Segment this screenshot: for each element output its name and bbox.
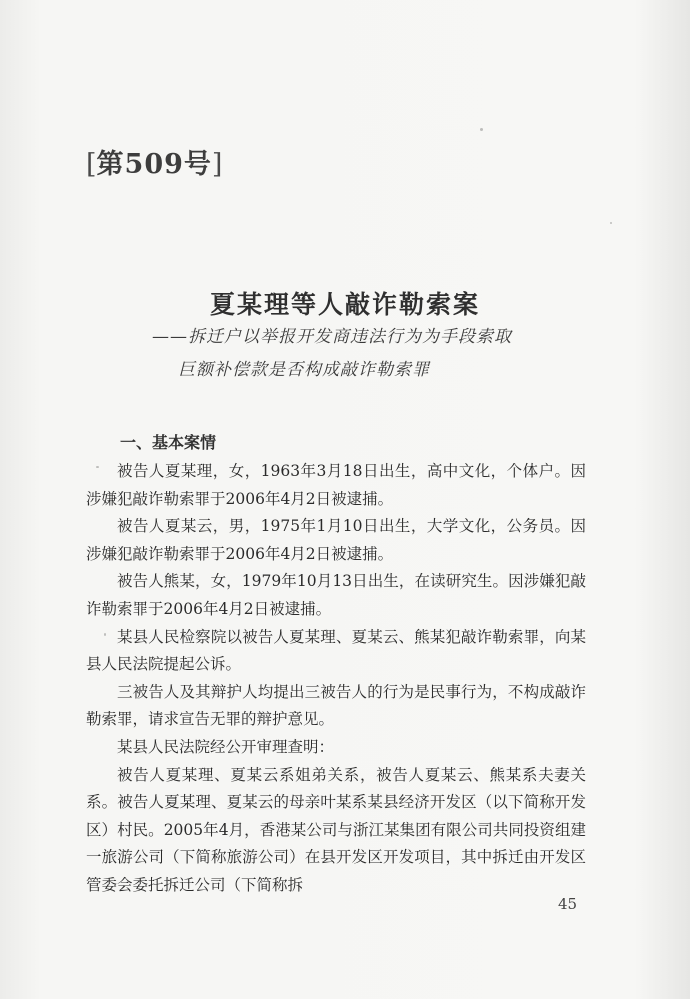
paragraph: 三被告人及其辩护人均提出三被告人的行为是民事行为，不构成敲诈勒索罪，请求宣告无罪的辩护意见。	[86, 682, 586, 729]
body-text	[86, 458, 586, 900]
case-subtitle-line-2: 巨额补偿款是否构成敲诈勒索罪	[178, 360, 430, 380]
paragraph: 被告人夏某云，男，1975年1月10日出生，大学文化，公务员。因涉嫌犯敲诈勒索罪于2006年4月2日被逮捕。	[86, 517, 586, 563]
scan-speck	[104, 633, 106, 636]
case-number-label: 第509号	[96, 149, 212, 180]
case-number	[86, 142, 222, 181]
open-bracket: [	[86, 149, 97, 180]
paragraph: 被告人熊某，女，1979年10月13日出生，在读研究生。因涉嫌犯敲诈勒索罪于2006年4月2日被逮捕。	[86, 572, 586, 618]
paragraph: 某县人民法院经公开审理查明：	[117, 737, 335, 756]
paragraph: 某县人民检察院以被告人夏某理、夏某云、熊某犯敲诈勒索罪，向某县人民法院提起公诉。	[86, 627, 586, 674]
case-title: 夏某理等人敲诈勒索案	[209, 290, 480, 319]
paragraph: 被告人夏某理，女，1963年3月18日出生，高中文化，个体户。因涉嫌犯敲诈勒索罪于2006年4月2日被逮捕。	[86, 462, 586, 508]
close-bracket: ]	[211, 149, 223, 180]
scan-speck	[480, 128, 483, 131]
paragraph: 被告人夏某理、夏某云系姐弟关系，被告人夏某云、熊某系夫妻关系。被告人夏某理、夏某云的母亲叶某系某县经济开发区（以下简称开发区）村民。2005年4月，香港某公司与浙江某集团有限公司共同投资组建一旅游公司（下简称旅游公司）在县开发区开发项目，其中拆迁由开发区管委会委托拆迁公司（下简称拆	[86, 765, 586, 894]
scan-speck	[96, 466, 99, 468]
case-subtitle-line-1: ——拆迁户以举报开发商违法行为为手段索取	[152, 327, 512, 347]
page-number: 45	[558, 895, 578, 913]
scan-speck	[610, 222, 612, 224]
section-heading: 一、基本案情	[120, 433, 217, 452]
